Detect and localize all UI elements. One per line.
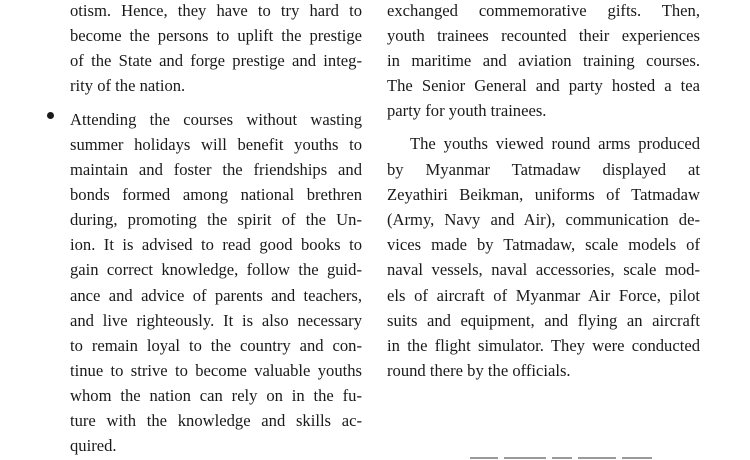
bullet-point [47, 112, 54, 119]
right-line-8: Zeyathiri Beikman, uniforms of Tatmadaw [387, 185, 700, 204]
right-line-1: exchanged commemorative gifts. Then, [387, 1, 700, 20]
left-line-16: whom the nation can rely on in the fu- [70, 386, 362, 405]
right-line-5: party for youth trainees. [387, 101, 547, 120]
left-line-15: tinue to strive to become valuable youths [70, 361, 362, 380]
right-line-11: naval vessels, naval accessories, scale mod- [387, 260, 700, 279]
left-line-18: quired. [70, 436, 117, 455]
right-line-12: els of aircraft of Myanmar Air Force, pilot [387, 286, 700, 305]
left-line-9: during, promoting the spirit of the Un- [70, 210, 362, 229]
left-line-14: to remain loyal to the country and con- [70, 336, 362, 355]
left-line-7: maintain and foster the friendships and [70, 160, 362, 179]
right-line-2: youth trainees recounted their experiences [387, 26, 700, 45]
left-line-1: otism. Hence, they have to try hard to [70, 1, 362, 20]
right-line-7: by Myanmar Tatmadaw displayed at [387, 160, 700, 179]
left-line-2: become the persons to uplift the prestige [70, 26, 362, 45]
right-line-4: The Senior General and party hosted a tea [387, 76, 700, 95]
left-line-17: ture with the knowledge and skills ac- [70, 411, 362, 430]
right-line-10: vices made by Tatmadaw, scale models of [387, 235, 700, 254]
right-line-15: round there by the officials. [387, 361, 571, 380]
cropped-footer-text [470, 452, 700, 460]
right-line-3: in maritime and aviation training courses. [387, 51, 700, 70]
left-line-10: ion. It is advised to read good books to [70, 235, 362, 254]
left-line-8: bonds formed among national brethren [70, 185, 362, 204]
left-line-5: Attending the courses without wasting [70, 110, 362, 129]
left-line-3: of the State and forge prestige and integ- [70, 51, 362, 70]
left-line-12: ance and advice of parents and teachers, [70, 286, 362, 305]
right-line-6: The youths viewed round arms produced [410, 134, 700, 153]
left-line-4: rity of the nation. [70, 76, 186, 95]
left-line-13: and live righteously. It is also necessary [70, 311, 362, 330]
right-line-9: (Army, Navy and Air), communication de- [387, 210, 700, 229]
right-line-13: suits and equipment, and flying an aircraft [387, 311, 700, 330]
left-line-11: gain correct knowledge, follow the guid- [70, 260, 362, 279]
left-line-6: summer holidays will benefit youths to [70, 135, 362, 154]
right-line-14: in the flight simulator. They were conducted [387, 336, 700, 355]
